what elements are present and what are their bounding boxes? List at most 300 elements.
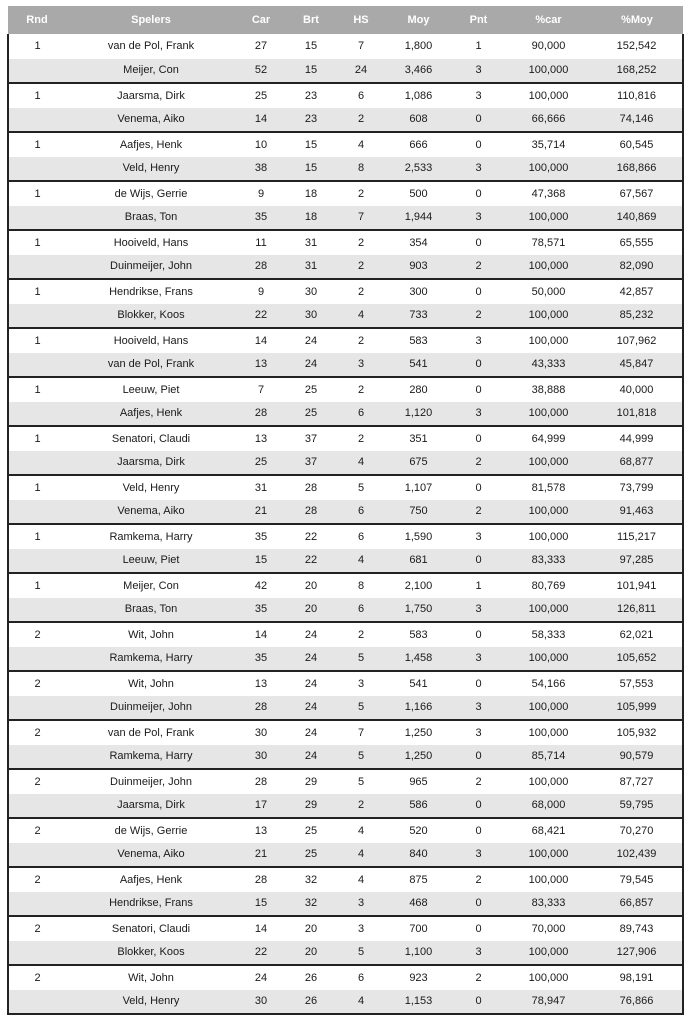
pct-moy-value: 97,285 xyxy=(591,549,683,574)
player-name: Venema, Aiko xyxy=(66,500,236,525)
hs-value: 6 xyxy=(336,524,386,549)
car-value: 9 xyxy=(236,181,286,206)
brt-value: 15 xyxy=(286,132,336,157)
hs-value: 2 xyxy=(336,279,386,304)
brt-value: 24 xyxy=(286,720,336,745)
brt-value: 20 xyxy=(286,573,336,598)
match-group xyxy=(8,426,683,475)
player-name: Senatori, Claudi xyxy=(66,916,236,941)
rnd-value: 1 xyxy=(8,279,66,304)
pnt-value: 0 xyxy=(451,475,506,500)
brt-value: 18 xyxy=(286,206,336,231)
player-name: Wit, John xyxy=(66,671,236,696)
car-value: 13 xyxy=(236,671,286,696)
car-value: 14 xyxy=(236,622,286,647)
car-value: 35 xyxy=(236,598,286,623)
pct-car-value: 100,000 xyxy=(506,402,591,427)
pct-car-value: 100,000 xyxy=(506,206,591,231)
player-name: Braas, Ton xyxy=(66,598,236,623)
pct-car-value: 100,000 xyxy=(506,451,591,476)
brt-value: 29 xyxy=(286,769,336,794)
pct-car-value: 100,000 xyxy=(506,157,591,182)
pct-car-value: 100,000 xyxy=(506,965,591,990)
hs-value: 5 xyxy=(336,696,386,721)
pct-car-value: 47,368 xyxy=(506,181,591,206)
player-name: Venema, Aiko xyxy=(66,108,236,133)
player-name: Duinmeijer, John xyxy=(66,769,236,794)
pct-car-value: 90,000 xyxy=(506,34,591,59)
pct-moy-value: 60,545 xyxy=(591,132,683,157)
table-row xyxy=(8,965,683,990)
hs-value: 7 xyxy=(336,206,386,231)
player-name: Hendrikse, Frans xyxy=(66,279,236,304)
pct-car-value: 43,333 xyxy=(506,353,591,378)
pnt-value: 3 xyxy=(451,83,506,108)
car-value: 28 xyxy=(236,255,286,280)
player-name: Jaarsma, Dirk xyxy=(66,451,236,476)
hs-value: 2 xyxy=(336,794,386,819)
player-name: Leeuw, Piet xyxy=(66,549,236,574)
pct-car-value: 100,000 xyxy=(506,867,591,892)
match-group xyxy=(8,769,683,818)
pct-car-value: 100,000 xyxy=(506,647,591,672)
hs-value: 4 xyxy=(336,990,386,1015)
match-group xyxy=(8,34,683,83)
player-name: Veld, Henry xyxy=(66,157,236,182)
pct-moy-value: 110,816 xyxy=(591,83,683,108)
player-name: Senatori, Claudi xyxy=(66,426,236,451)
table-row xyxy=(8,524,683,549)
moy-value: 675 xyxy=(386,451,451,476)
hs-value: 5 xyxy=(336,647,386,672)
car-value: 25 xyxy=(236,83,286,108)
brt-value: 23 xyxy=(286,83,336,108)
moy-value: 903 xyxy=(386,255,451,280)
pct-moy-value: 42,857 xyxy=(591,279,683,304)
rnd-value: 2 xyxy=(8,916,66,941)
car-value: 28 xyxy=(236,402,286,427)
col-header-brt: Brt xyxy=(286,6,336,34)
pct-moy-value: 62,021 xyxy=(591,622,683,647)
hs-value: 2 xyxy=(336,108,386,133)
table-row xyxy=(8,426,683,451)
table-row xyxy=(8,818,683,843)
player-name: Hendrikse, Frans xyxy=(66,892,236,917)
table-row xyxy=(8,328,683,353)
table-row xyxy=(8,451,683,476)
pnt-value: 0 xyxy=(451,916,506,941)
match-group xyxy=(8,867,683,916)
pct-car-value: 35,714 xyxy=(506,132,591,157)
brt-value: 31 xyxy=(286,230,336,255)
rnd-value xyxy=(8,549,66,574)
brt-value: 24 xyxy=(286,328,336,353)
pnt-value: 2 xyxy=(451,304,506,329)
brt-value: 24 xyxy=(286,647,336,672)
col-header-car: Car xyxy=(236,6,286,34)
hs-value: 7 xyxy=(336,34,386,59)
pnt-value: 0 xyxy=(451,230,506,255)
rnd-value: 1 xyxy=(8,475,66,500)
pnt-value: 0 xyxy=(451,181,506,206)
pct-moy-value: 44,999 xyxy=(591,426,683,451)
player-name: Blokker, Koos xyxy=(66,941,236,966)
moy-value: 520 xyxy=(386,818,451,843)
car-value: 13 xyxy=(236,818,286,843)
moy-value: 354 xyxy=(386,230,451,255)
pct-moy-value: 74,146 xyxy=(591,108,683,133)
player-name: Venema, Aiko xyxy=(66,843,236,868)
col-header-pct-car: %car xyxy=(506,6,591,34)
hs-value: 5 xyxy=(336,475,386,500)
hs-value: 6 xyxy=(336,598,386,623)
table-row xyxy=(8,720,683,745)
car-value: 21 xyxy=(236,500,286,525)
car-value: 30 xyxy=(236,745,286,770)
table-row xyxy=(8,83,683,108)
match-group xyxy=(8,181,683,230)
moy-value: 875 xyxy=(386,867,451,892)
brt-value: 20 xyxy=(286,941,336,966)
car-value: 22 xyxy=(236,941,286,966)
results-table xyxy=(7,6,684,1015)
table-row xyxy=(8,941,683,966)
moy-value: 666 xyxy=(386,132,451,157)
pct-moy-value: 65,555 xyxy=(591,230,683,255)
pct-car-value: 80,769 xyxy=(506,573,591,598)
pnt-value: 0 xyxy=(451,990,506,1015)
rnd-value xyxy=(8,696,66,721)
rnd-value xyxy=(8,353,66,378)
player-name: van de Pol, Frank xyxy=(66,720,236,745)
brt-value: 37 xyxy=(286,451,336,476)
hs-value: 2 xyxy=(336,255,386,280)
car-value: 52 xyxy=(236,59,286,84)
hs-value: 4 xyxy=(336,304,386,329)
moy-value: 700 xyxy=(386,916,451,941)
col-header-rnd: Rnd xyxy=(8,6,66,34)
table-row xyxy=(8,598,683,623)
hs-value: 8 xyxy=(336,157,386,182)
brt-value: 15 xyxy=(286,59,336,84)
player-name: Wit, John xyxy=(66,622,236,647)
moy-value: 468 xyxy=(386,892,451,917)
rnd-value: 1 xyxy=(8,34,66,59)
rnd-value: 2 xyxy=(8,769,66,794)
car-value: 35 xyxy=(236,524,286,549)
car-value: 13 xyxy=(236,353,286,378)
table-row xyxy=(8,59,683,84)
car-value: 15 xyxy=(236,549,286,574)
pct-car-value: 64,999 xyxy=(506,426,591,451)
moy-value: 300 xyxy=(386,279,451,304)
pct-car-value: 100,000 xyxy=(506,304,591,329)
rnd-value xyxy=(8,108,66,133)
hs-value: 5 xyxy=(336,745,386,770)
moy-value: 2,100 xyxy=(386,573,451,598)
moy-value: 1,120 xyxy=(386,402,451,427)
brt-value: 24 xyxy=(286,353,336,378)
hs-value: 2 xyxy=(336,377,386,402)
hs-value: 3 xyxy=(336,353,386,378)
pnt-value: 0 xyxy=(451,279,506,304)
moy-value: 1,944 xyxy=(386,206,451,231)
hs-value: 4 xyxy=(336,451,386,476)
brt-value: 20 xyxy=(286,598,336,623)
brt-value: 20 xyxy=(286,916,336,941)
hs-value: 2 xyxy=(336,426,386,451)
pct-moy-value: 57,553 xyxy=(591,671,683,696)
moy-value: 541 xyxy=(386,353,451,378)
pct-car-value: 50,000 xyxy=(506,279,591,304)
moy-value: 1,166 xyxy=(386,696,451,721)
hs-value: 2 xyxy=(336,181,386,206)
player-name: Ramkema, Harry xyxy=(66,647,236,672)
col-header-moy: Moy xyxy=(386,6,451,34)
moy-value: 1,086 xyxy=(386,83,451,108)
rnd-value: 1 xyxy=(8,426,66,451)
pct-moy-value: 90,579 xyxy=(591,745,683,770)
table-row xyxy=(8,475,683,500)
table-row xyxy=(8,304,683,329)
player-name: Duinmeijer, John xyxy=(66,255,236,280)
table-row xyxy=(8,794,683,819)
table-row xyxy=(8,34,683,59)
pct-car-value: 38,888 xyxy=(506,377,591,402)
pnt-value: 1 xyxy=(451,34,506,59)
pct-car-value: 81,578 xyxy=(506,475,591,500)
pct-car-value: 68,000 xyxy=(506,794,591,819)
pnt-value: 0 xyxy=(451,818,506,843)
car-value: 21 xyxy=(236,843,286,868)
brt-value: 22 xyxy=(286,549,336,574)
rnd-value: 1 xyxy=(8,132,66,157)
pct-car-value: 70,000 xyxy=(506,916,591,941)
player-name: Braas, Ton xyxy=(66,206,236,231)
player-name: Jaarsma, Dirk xyxy=(66,83,236,108)
match-group xyxy=(8,475,683,524)
pct-car-value: 54,166 xyxy=(506,671,591,696)
pct-car-value: 78,947 xyxy=(506,990,591,1015)
pct-moy-value: 91,463 xyxy=(591,500,683,525)
car-value: 28 xyxy=(236,769,286,794)
rnd-value xyxy=(8,598,66,623)
player-name: Veld, Henry xyxy=(66,475,236,500)
pnt-value: 0 xyxy=(451,794,506,819)
car-value: 27 xyxy=(236,34,286,59)
rnd-value xyxy=(8,402,66,427)
rnd-value: 1 xyxy=(8,181,66,206)
results-sheet xyxy=(7,6,682,1015)
match-group xyxy=(8,524,683,573)
pct-car-value: 100,000 xyxy=(506,59,591,84)
moy-value: 500 xyxy=(386,181,451,206)
brt-value: 25 xyxy=(286,377,336,402)
moy-value: 1,153 xyxy=(386,990,451,1015)
rnd-value xyxy=(8,794,66,819)
pct-car-value: 58,333 xyxy=(506,622,591,647)
match-group xyxy=(8,965,683,1014)
pnt-value: 3 xyxy=(451,206,506,231)
pct-moy-value: 168,252 xyxy=(591,59,683,84)
hs-value: 8 xyxy=(336,573,386,598)
table-row xyxy=(8,132,683,157)
brt-value: 29 xyxy=(286,794,336,819)
player-name: Duinmeijer, John xyxy=(66,696,236,721)
pct-moy-value: 102,439 xyxy=(591,843,683,868)
pct-moy-value: 68,877 xyxy=(591,451,683,476)
hs-value: 2 xyxy=(336,328,386,353)
rnd-value xyxy=(8,304,66,329)
brt-value: 25 xyxy=(286,843,336,868)
col-header-pnt: Pnt xyxy=(451,6,506,34)
rnd-value xyxy=(8,500,66,525)
car-value: 30 xyxy=(236,990,286,1015)
player-name: van de Pol, Frank xyxy=(66,34,236,59)
rnd-value xyxy=(8,892,66,917)
pct-moy-value: 59,795 xyxy=(591,794,683,819)
col-header-pct-moy: %Moy xyxy=(591,6,683,34)
rnd-value: 1 xyxy=(8,524,66,549)
pct-moy-value: 76,866 xyxy=(591,990,683,1015)
pnt-value: 3 xyxy=(451,941,506,966)
hs-value: 6 xyxy=(336,965,386,990)
table-row xyxy=(8,696,683,721)
brt-value: 18 xyxy=(286,181,336,206)
car-value: 35 xyxy=(236,647,286,672)
moy-value: 608 xyxy=(386,108,451,133)
table-row xyxy=(8,255,683,280)
pct-moy-value: 79,545 xyxy=(591,867,683,892)
rnd-value xyxy=(8,255,66,280)
pnt-value: 0 xyxy=(451,108,506,133)
car-value: 13 xyxy=(236,426,286,451)
moy-value: 1,750 xyxy=(386,598,451,623)
table-row xyxy=(8,843,683,868)
pct-moy-value: 82,090 xyxy=(591,255,683,280)
rnd-value: 1 xyxy=(8,573,66,598)
pnt-value: 3 xyxy=(451,843,506,868)
player-name: Veld, Henry xyxy=(66,990,236,1015)
player-name: van de Pol, Frank xyxy=(66,353,236,378)
pnt-value: 2 xyxy=(451,255,506,280)
moy-value: 1,100 xyxy=(386,941,451,966)
pnt-value: 3 xyxy=(451,157,506,182)
pct-car-value: 68,421 xyxy=(506,818,591,843)
pct-moy-value: 87,727 xyxy=(591,769,683,794)
pct-car-value: 83,333 xyxy=(506,549,591,574)
pct-car-value: 83,333 xyxy=(506,892,591,917)
match-group xyxy=(8,328,683,377)
moy-value: 351 xyxy=(386,426,451,451)
moy-value: 1,800 xyxy=(386,34,451,59)
moy-value: 583 xyxy=(386,328,451,353)
pct-car-value: 100,000 xyxy=(506,500,591,525)
table-row xyxy=(8,573,683,598)
player-name: Jaarsma, Dirk xyxy=(66,794,236,819)
pnt-value: 0 xyxy=(451,377,506,402)
pct-moy-value: 67,567 xyxy=(591,181,683,206)
car-value: 22 xyxy=(236,304,286,329)
brt-value: 25 xyxy=(286,818,336,843)
moy-value: 3,466 xyxy=(386,59,451,84)
brt-value: 31 xyxy=(286,255,336,280)
brt-value: 24 xyxy=(286,696,336,721)
table-row xyxy=(8,769,683,794)
car-value: 28 xyxy=(236,696,286,721)
hs-value: 4 xyxy=(336,549,386,574)
player-name: Ramkema, Harry xyxy=(66,745,236,770)
rnd-value xyxy=(8,157,66,182)
brt-value: 15 xyxy=(286,157,336,182)
pnt-value: 0 xyxy=(451,353,506,378)
brt-value: 26 xyxy=(286,990,336,1015)
player-name: Hooiveld, Hans xyxy=(66,230,236,255)
pnt-value: 2 xyxy=(451,769,506,794)
pct-moy-value: 105,652 xyxy=(591,647,683,672)
pct-moy-value: 85,232 xyxy=(591,304,683,329)
moy-value: 750 xyxy=(386,500,451,525)
moy-value: 1,458 xyxy=(386,647,451,672)
table-row xyxy=(8,990,683,1015)
hs-value: 2 xyxy=(336,622,386,647)
table-row xyxy=(8,745,683,770)
player-name: Aafjes, Henk xyxy=(66,402,236,427)
rnd-value xyxy=(8,59,66,84)
player-name: Meijer, Con xyxy=(66,59,236,84)
moy-value: 923 xyxy=(386,965,451,990)
pnt-value: 0 xyxy=(451,671,506,696)
car-value: 31 xyxy=(236,475,286,500)
pct-car-value: 66,666 xyxy=(506,108,591,133)
table-row xyxy=(8,671,683,696)
moy-value: 280 xyxy=(386,377,451,402)
moy-value: 965 xyxy=(386,769,451,794)
pct-moy-value: 105,999 xyxy=(591,696,683,721)
match-group xyxy=(8,818,683,867)
table-row xyxy=(8,647,683,672)
hs-value: 6 xyxy=(336,500,386,525)
moy-value: 541 xyxy=(386,671,451,696)
pct-moy-value: 45,847 xyxy=(591,353,683,378)
brt-value: 30 xyxy=(286,279,336,304)
table-row xyxy=(8,892,683,917)
pct-car-value: 100,000 xyxy=(506,524,591,549)
moy-value: 681 xyxy=(386,549,451,574)
pct-moy-value: 101,818 xyxy=(591,402,683,427)
table-row xyxy=(8,230,683,255)
pnt-value: 3 xyxy=(451,402,506,427)
hs-value: 4 xyxy=(336,818,386,843)
brt-value: 22 xyxy=(286,524,336,549)
car-value: 17 xyxy=(236,794,286,819)
rnd-value: 1 xyxy=(8,230,66,255)
col-header-spelers: Spelers xyxy=(66,6,236,34)
pct-moy-value: 70,270 xyxy=(591,818,683,843)
pnt-value: 3 xyxy=(451,696,506,721)
car-value: 30 xyxy=(236,720,286,745)
moy-value: 2,533 xyxy=(386,157,451,182)
pnt-value: 3 xyxy=(451,598,506,623)
pct-car-value: 100,000 xyxy=(506,83,591,108)
pct-car-value: 100,000 xyxy=(506,720,591,745)
pct-moy-value: 152,542 xyxy=(591,34,683,59)
rnd-value xyxy=(8,206,66,231)
table-row xyxy=(8,157,683,182)
hs-value: 6 xyxy=(336,83,386,108)
car-value: 42 xyxy=(236,573,286,598)
moy-value: 1,590 xyxy=(386,524,451,549)
